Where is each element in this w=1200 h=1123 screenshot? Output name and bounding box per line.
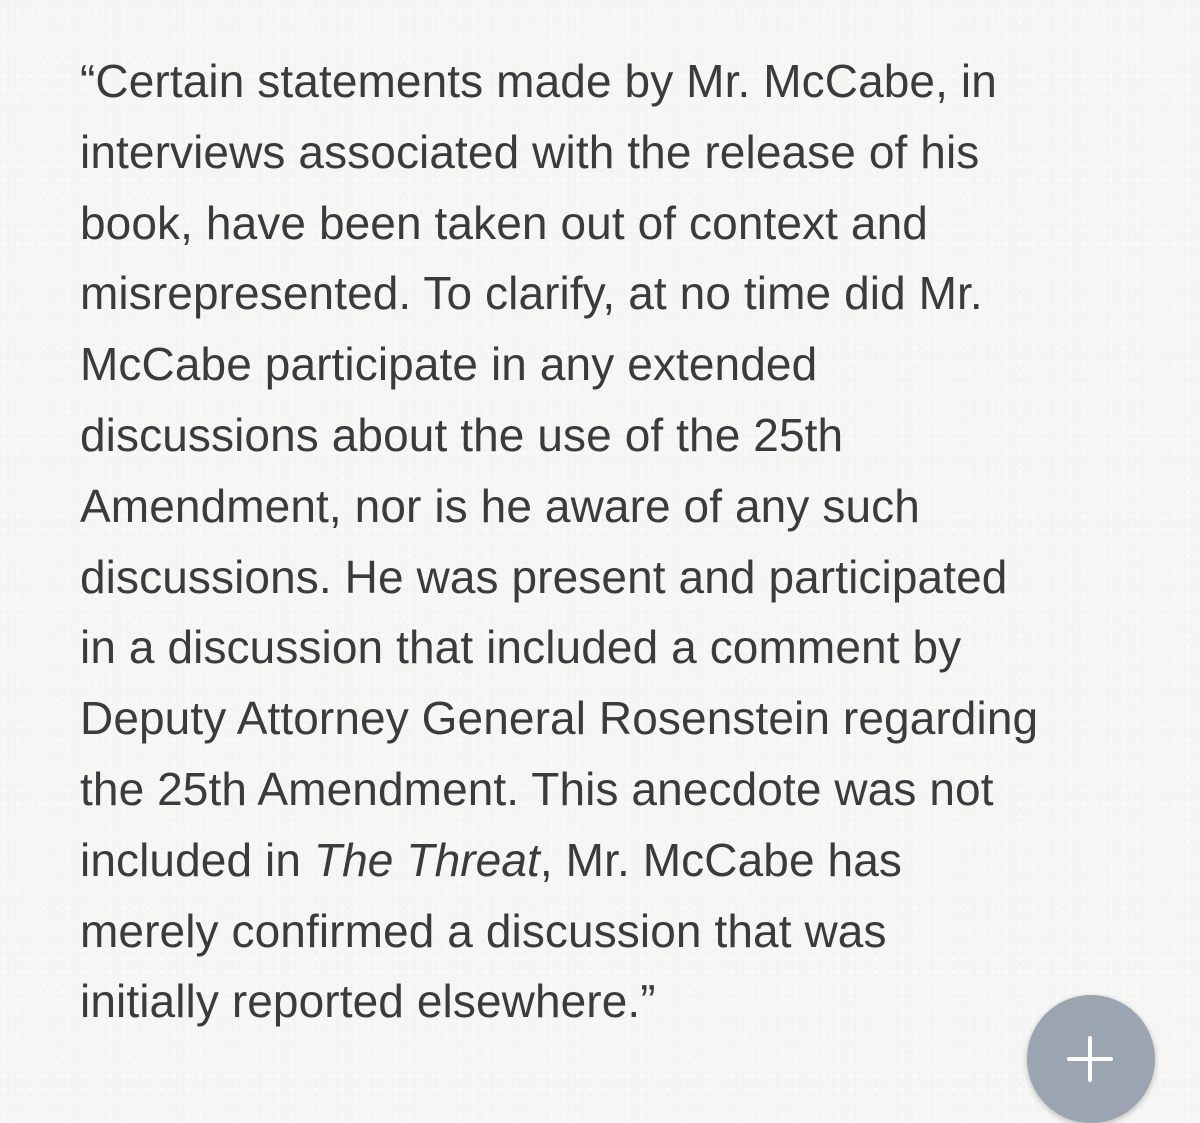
note-line: Amendment, nor is he aware of any such bbox=[80, 479, 920, 532]
book-title: The Threat bbox=[313, 833, 540, 886]
note-line: book, have been taken out of context and bbox=[80, 196, 928, 249]
note-line: the 25th Amendment. This anecdote was not bbox=[80, 762, 994, 815]
note-line: initially reported elsewhere.” bbox=[80, 975, 656, 1028]
note-line: discussions. He was present and participated bbox=[80, 550, 1008, 603]
note-line: “Certain statements made by Mr. McCabe, in bbox=[80, 55, 997, 107]
note-text: included in bbox=[80, 833, 314, 886]
add-button[interactable] bbox=[1027, 995, 1155, 1123]
note-line: discussions about the use of the 25th bbox=[80, 408, 844, 461]
note-line: Deputy Attorney General Rosenstein regarding bbox=[80, 692, 1039, 745]
plus-icon bbox=[1027, 995, 1155, 1123]
note-line-with-book-title bbox=[80, 825, 1140, 896]
note-line: interviews associated with the release of his bbox=[80, 125, 980, 178]
note-body[interactable] bbox=[80, 46, 1140, 1037]
note-text: , Mr. McCabe has bbox=[539, 833, 902, 886]
note-line: McCabe participate in any extended bbox=[80, 338, 818, 391]
note-line: misrepresented. To clarify, at no time did Mr. bbox=[80, 267, 983, 320]
note-line: in a discussion that included a comment by bbox=[80, 621, 962, 674]
note-line: merely confirmed a discussion that was bbox=[80, 904, 887, 957]
